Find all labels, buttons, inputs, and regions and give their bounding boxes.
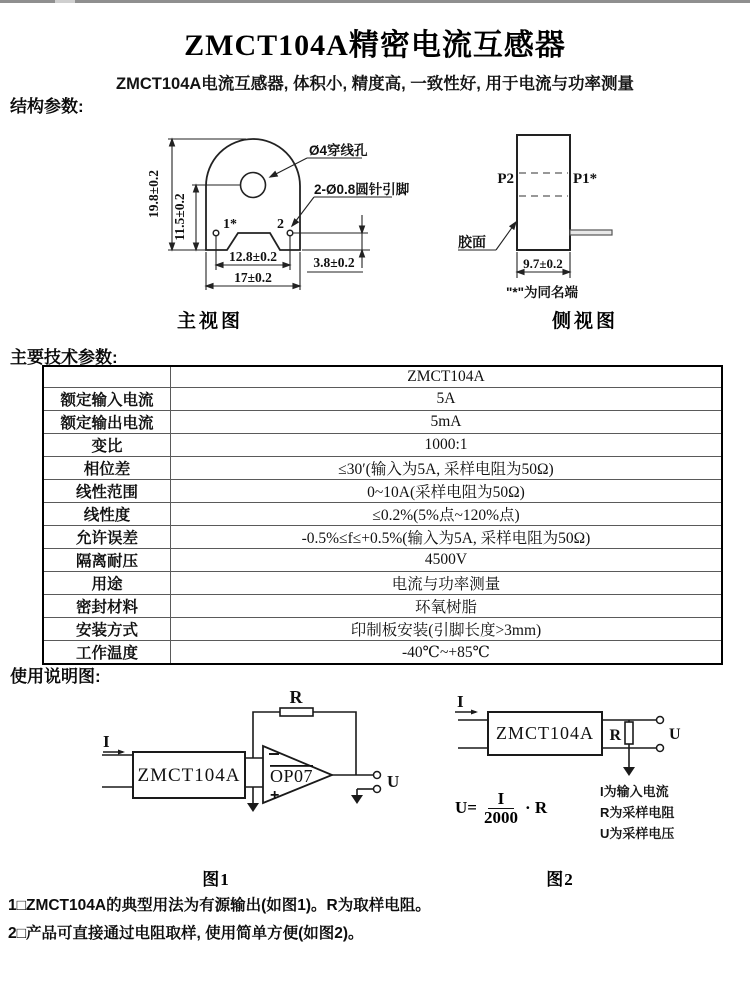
formula-denominator: 2000 <box>483 807 518 827</box>
figure1-circuit <box>85 683 405 861</box>
pin2-hole <box>287 230 293 236</box>
section-usage-heading: 使用说明图: <box>10 667 101 686</box>
wire-hole-label: Ø4穿线孔 <box>309 143 368 158</box>
table-row: 工作温度 -40℃~+85℃ <box>43 641 722 665</box>
wire-hole <box>241 173 266 198</box>
input-arrow <box>118 750 125 755</box>
fig2-resistor-label: R <box>609 727 621 744</box>
front-view-body-outline <box>206 139 300 250</box>
sampling-resistor <box>625 722 633 744</box>
table-row: 用途 电流与功率测量 <box>43 572 722 595</box>
opamp-label: OP07 <box>270 766 314 786</box>
output-terminal <box>374 772 381 779</box>
dim-pin-spacing: 12.8±0.2 <box>229 249 277 264</box>
fig1-resistor-label: R <box>289 687 303 707</box>
ground-icon <box>623 767 635 776</box>
pin1-hole <box>213 230 219 236</box>
fig2-input-label: I <box>457 692 464 711</box>
ground-icon <box>351 795 363 804</box>
fig2-device-label: ZMCT104A <box>496 723 594 743</box>
output-terminal <box>374 786 381 793</box>
table-row: 密封材料 环氧树脂 <box>43 595 722 618</box>
feedback-resistor <box>280 708 313 716</box>
table-row: ZMCT104A <box>43 366 722 388</box>
fig1-input-label: I <box>103 732 110 751</box>
ground-icon <box>247 803 259 812</box>
fig2-output-label: U <box>669 726 681 743</box>
formula-lhs: U= <box>455 798 477 818</box>
fig1-device-label: ZMCT104A <box>137 765 241 786</box>
side-view-caption: 侧视图 <box>551 311 618 332</box>
front-view-drawing <box>130 120 430 335</box>
spec-table <box>42 365 723 665</box>
core-dashed-lines <box>519 173 568 196</box>
pin1-label: 1* <box>223 217 237 232</box>
front-view-caption: 主视图 <box>176 311 243 332</box>
p1-label: P1* <box>573 171 598 187</box>
footnote-1: 1□ZMCT104A的典型用法为有源输出(如图1)。R为取样电阻。 <box>8 897 431 914</box>
section-structure-heading: 结构参数: <box>10 97 84 116</box>
table-row: 允许误差 -0.5%≤f≤+0.5%(输入为5A, 采样电阻为50Ω) <box>43 526 722 549</box>
input-arrow <box>471 710 478 715</box>
noninverting-input-mark: + <box>270 787 280 804</box>
output-terminal <box>657 717 664 724</box>
legend-line: I为输入电流 <box>600 784 669 799</box>
table-row: 线性度 ≤0.2%(5%点~120%点) <box>43 503 722 526</box>
table-row: 额定输入电流 5A <box>43 388 722 411</box>
dim-thickness: 9.7±0.2 <box>523 256 563 271</box>
page-title: ZMCT104A精密电流互感器 <box>184 29 566 62</box>
figure2-legend <box>600 781 674 844</box>
glue-face-label: 胶面 <box>458 234 486 250</box>
table-row: 安装方式 印制板安装(引脚长度>3mm) <box>43 618 722 641</box>
side-view-drawing <box>430 120 710 335</box>
figure1-caption: 图1 <box>202 870 230 889</box>
p2-label: P2 <box>497 171 514 187</box>
dim-inner-height: 11.5±0.2 <box>172 193 187 241</box>
scan-top-bar <box>0 0 750 3</box>
formula-rhs: · R <box>524 798 548 818</box>
output-formula <box>455 790 547 827</box>
legend-line: R为采样电阻 <box>600 805 675 820</box>
table-row: 隔离耐压 4500V <box>43 549 722 572</box>
lead-pin <box>570 230 612 235</box>
table-row: 变比 1000:1 <box>43 434 722 457</box>
pin2-label: 2 <box>277 217 284 232</box>
pin-lead-label: 2-Ø0.8圆针引脚 <box>314 182 410 197</box>
formula-fraction <box>484 790 518 827</box>
fig1-output-label: U <box>387 772 400 791</box>
table-row: 相位差 ≤30′(输入为5A, 采样电阻为50Ω) <box>43 457 722 480</box>
output-terminal <box>657 745 664 752</box>
formula-numerator: I <box>488 790 515 809</box>
table-row: 线性范围 0~10A(采样电阻为50Ω) <box>43 480 722 503</box>
footnote-2: 2□产品可直接通过电阻取样, 使用简单方便(如图2)。 <box>8 925 364 942</box>
dim-width: 17±0.2 <box>234 270 272 285</box>
dim-pin-edge: 3.8±0.2 <box>313 255 355 270</box>
side-body <box>517 135 570 250</box>
page-subtitle: ZMCT104A电流互感器, 体积小, 精度高, 一致性好, 用于电流与功率测量 <box>116 75 634 93</box>
figure2-caption: 图2 <box>546 870 574 889</box>
table-row: 额定输出电流 5mA <box>43 411 722 434</box>
section-tech-heading: 主要技术参数: <box>10 348 118 367</box>
dim-height: 19.8±0.2 <box>146 170 161 218</box>
polarity-note: "*"为同名端 <box>506 285 579 300</box>
legend-line: U为采样电压 <box>600 826 675 841</box>
